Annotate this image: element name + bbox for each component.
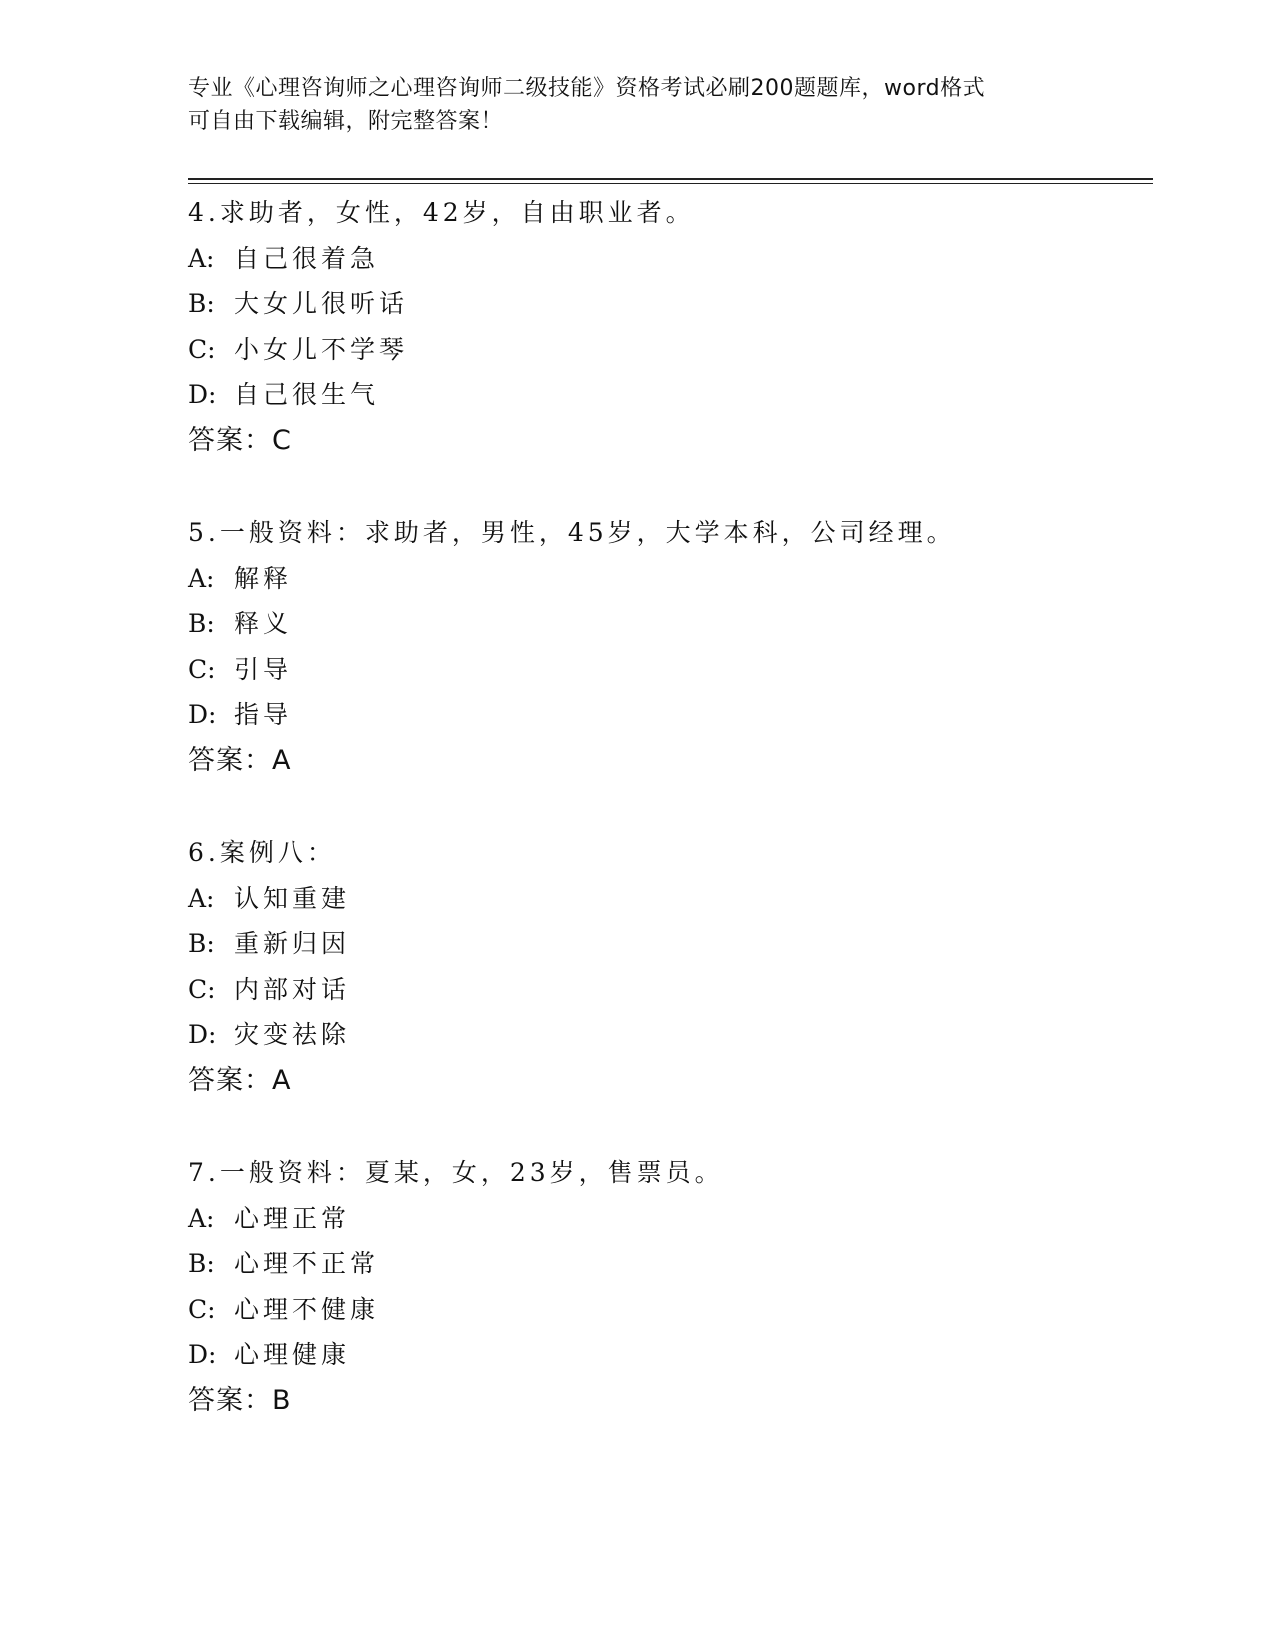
answer-line: 答案：C bbox=[188, 424, 292, 456]
question-stem: 5.一般资料：求助者，男性，45岁，大学本科，公司经理。 bbox=[188, 518, 956, 547]
option-letter: C: bbox=[188, 334, 216, 364]
option-a bbox=[188, 556, 1148, 602]
question-7 bbox=[188, 1150, 1148, 1423]
option-text: 灾变祛除 bbox=[234, 1020, 351, 1049]
question-4 bbox=[188, 190, 1148, 463]
option-d bbox=[188, 1012, 1148, 1058]
option-text: 内部对话 bbox=[234, 974, 351, 1004]
header-divider-thick bbox=[188, 178, 1153, 180]
option-letter: D: bbox=[188, 1020, 217, 1049]
option-letter: B: bbox=[188, 609, 215, 638]
option-letter: C: bbox=[188, 654, 216, 684]
option-text: 自己很着急 bbox=[234, 243, 380, 273]
option-text: 心理正常 bbox=[234, 1203, 351, 1233]
option-text: 心理不正常 bbox=[234, 1249, 380, 1278]
question-stem: 7.一般资料：夏某，女，23岁，售票员。 bbox=[188, 1158, 724, 1187]
option-c bbox=[188, 327, 1148, 373]
option-c bbox=[188, 1287, 1148, 1333]
question-list bbox=[188, 190, 1148, 1470]
option-letter: D: bbox=[188, 1340, 217, 1369]
option-text: 自己很生气 bbox=[234, 380, 380, 409]
option-b bbox=[188, 1241, 1148, 1287]
question-6 bbox=[188, 830, 1148, 1103]
answer-line: 答案：A bbox=[188, 1064, 292, 1096]
option-letter: A: bbox=[188, 243, 215, 273]
header-line-2: 可自由下载编辑，附完整答案！ bbox=[188, 109, 504, 134]
answer-line: 答案：B bbox=[188, 1384, 292, 1416]
question-stem: 6.案例八： bbox=[188, 838, 336, 867]
option-a bbox=[188, 236, 1148, 282]
option-letter: A: bbox=[188, 1203, 215, 1233]
option-text: 重新归因 bbox=[234, 929, 351, 958]
option-text: 心理健康 bbox=[234, 1340, 351, 1369]
option-b bbox=[188, 281, 1148, 327]
option-c bbox=[188, 647, 1148, 693]
question-stem: 4.求助者，女性，42岁，自由职业者。 bbox=[188, 198, 695, 227]
header-line-1: 专业《心理咨询师之心理咨询师二级技能》资格考试必刷200题题库，word格式 bbox=[188, 76, 986, 101]
header-divider-thin bbox=[188, 183, 1153, 184]
option-letter: B: bbox=[188, 929, 215, 958]
option-letter: A: bbox=[188, 883, 215, 913]
option-d bbox=[188, 1332, 1148, 1378]
option-letter: D: bbox=[188, 700, 217, 729]
option-text: 指导 bbox=[234, 700, 293, 729]
option-text: 引导 bbox=[234, 654, 293, 684]
document-header bbox=[188, 72, 1088, 138]
question-5 bbox=[188, 510, 1148, 783]
option-letter: C: bbox=[188, 974, 216, 1004]
answer-line: 答案：A bbox=[188, 744, 292, 776]
option-b bbox=[188, 601, 1148, 647]
option-letter: B: bbox=[188, 1249, 215, 1278]
option-text: 认知重建 bbox=[234, 883, 351, 913]
option-a bbox=[188, 876, 1148, 922]
option-d bbox=[188, 372, 1148, 418]
option-letter: C: bbox=[188, 1294, 216, 1324]
option-text: 小女儿不学琴 bbox=[234, 334, 409, 364]
option-text: 解释 bbox=[234, 563, 293, 593]
option-letter: D: bbox=[188, 380, 217, 409]
option-letter: A: bbox=[188, 563, 215, 593]
option-text: 释义 bbox=[234, 609, 293, 638]
option-letter: B: bbox=[188, 289, 215, 318]
option-text: 心理不健康 bbox=[234, 1294, 380, 1324]
option-a bbox=[188, 1196, 1148, 1242]
option-b bbox=[188, 921, 1148, 967]
option-c bbox=[188, 967, 1148, 1013]
option-d bbox=[188, 692, 1148, 738]
option-text: 大女儿很听话 bbox=[234, 289, 409, 318]
